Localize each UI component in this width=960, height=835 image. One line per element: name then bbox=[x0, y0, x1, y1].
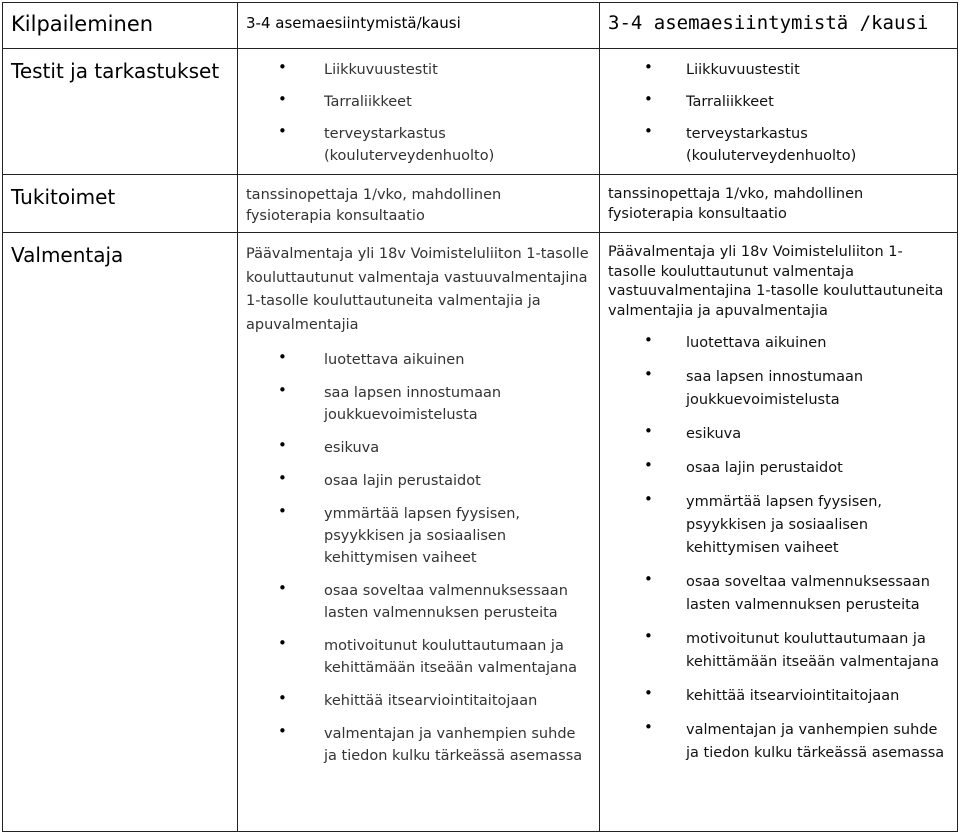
support-text-col2: tanssinopettaja 1/vko, mahdollinen fysioterapia konsultaatio bbox=[246, 187, 502, 224]
list-item: • motivoitunut kouluttautumaan ja kehittämään itseään valmentajana bbox=[246, 635, 591, 679]
list-item: • terveystarkastus (kouluterveydenhuolto) bbox=[608, 123, 949, 167]
requirements-table bbox=[2, 2, 958, 832]
coach-list-col3 bbox=[608, 332, 949, 765]
coach-cell-col2 bbox=[238, 233, 600, 832]
row-label-tests: Testit ja tarkastukset bbox=[3, 49, 238, 175]
list-item: • luotettava aikuinen bbox=[608, 332, 949, 355]
coach-list-col2 bbox=[246, 349, 591, 767]
coach-intro-col3: Päävalmentaja yli 18v Voimisteluliiton 1-tasolle kouluttautunut valmentaja vastuuvalmentajina 1-tasolle kouluttautuneita valmentajia ja apuvalmentajia bbox=[608, 244, 944, 319]
list-item: • saa lapsen innostumaan joukkuevoimistelusta bbox=[246, 382, 591, 426]
coach-cell-col3 bbox=[600, 233, 958, 832]
list-item: • ymmärtää lapsen fyysisen, psyykkisen ja sosiaalisen kehittymisen vaiheet bbox=[608, 491, 949, 560]
header-column-3: 3-4 asemaesiintymistä /kausi bbox=[600, 3, 958, 49]
row-label-support: Tukitoimet bbox=[3, 175, 238, 233]
list-item: • ymmärtää lapsen fyysisen, psyykkisen ja sosiaalisen kehittymisen vaiheet bbox=[246, 503, 591, 569]
row-coach bbox=[3, 233, 958, 832]
tests-cell-col3 bbox=[600, 49, 958, 175]
header-row bbox=[3, 3, 958, 49]
list-item: • esikuva bbox=[246, 437, 591, 459]
list-item: • kehittää itsearviointitaitojaan bbox=[246, 690, 591, 712]
support-cell-col2 bbox=[238, 175, 600, 233]
list-item: • esikuva bbox=[608, 423, 949, 446]
list-item: • Tarraliikkeet bbox=[246, 91, 591, 113]
row-support bbox=[3, 175, 958, 233]
list-item: • kehittää itsearviointitaitojaan bbox=[608, 685, 949, 708]
list-item: • terveystarkastus (kouluterveydenhuolto) bbox=[246, 123, 591, 167]
list-item: • osaa soveltaa valmennuksessaan lasten valmennuksen perusteita bbox=[246, 580, 591, 624]
header-competition: Kilpaileminen bbox=[3, 3, 238, 49]
support-text-col3: tanssinopettaja 1/vko, mahdollinen fysioterapia konsultaatio bbox=[608, 186, 864, 222]
list-item: • osaa lajin perustaidot bbox=[246, 470, 591, 492]
list-item: • Tarraliikkeet bbox=[608, 91, 949, 113]
tests-list-col3 bbox=[608, 59, 949, 167]
list-item: • osaa soveltaa valmennuksessaan lasten valmennuksen perusteita bbox=[608, 571, 949, 617]
list-item: • saa lapsen innostumaan joukkuevoimistelusta bbox=[608, 366, 949, 412]
header-column-2: 3-4 asemaesiintymistä/kausi bbox=[238, 3, 600, 49]
list-item: • Liikkuvuustestit bbox=[608, 59, 949, 81]
list-item: • valmentajan ja vanhempien suhde ja tiedon kulku tärkeässä asemassa bbox=[608, 719, 949, 765]
list-item: • Liikkuvuustestit bbox=[246, 59, 591, 81]
list-item: • motivoitunut kouluttautumaan ja kehittämään itseään valmentajana bbox=[608, 628, 949, 674]
list-item: • luotettava aikuinen bbox=[246, 349, 591, 371]
row-tests bbox=[3, 49, 958, 175]
list-item: • valmentajan ja vanhempien suhde ja tiedon kulku tärkeässä asemassa bbox=[246, 723, 591, 767]
row-label-coach: Valmentaja bbox=[3, 233, 238, 832]
list-item: • osaa lajin perustaidot bbox=[608, 457, 949, 480]
tests-cell-col2 bbox=[238, 49, 600, 175]
support-cell-col3 bbox=[600, 175, 958, 233]
coach-intro-col2: Päävalmentaja yli 18v Voimisteluliiton 1-tasolle kouluttautunut valmentaja vastuuvalmentajina 1-tasolle kouluttautuneita valmentajia ja apuvalmentajia bbox=[246, 246, 589, 333]
tests-list-col2 bbox=[246, 59, 591, 167]
